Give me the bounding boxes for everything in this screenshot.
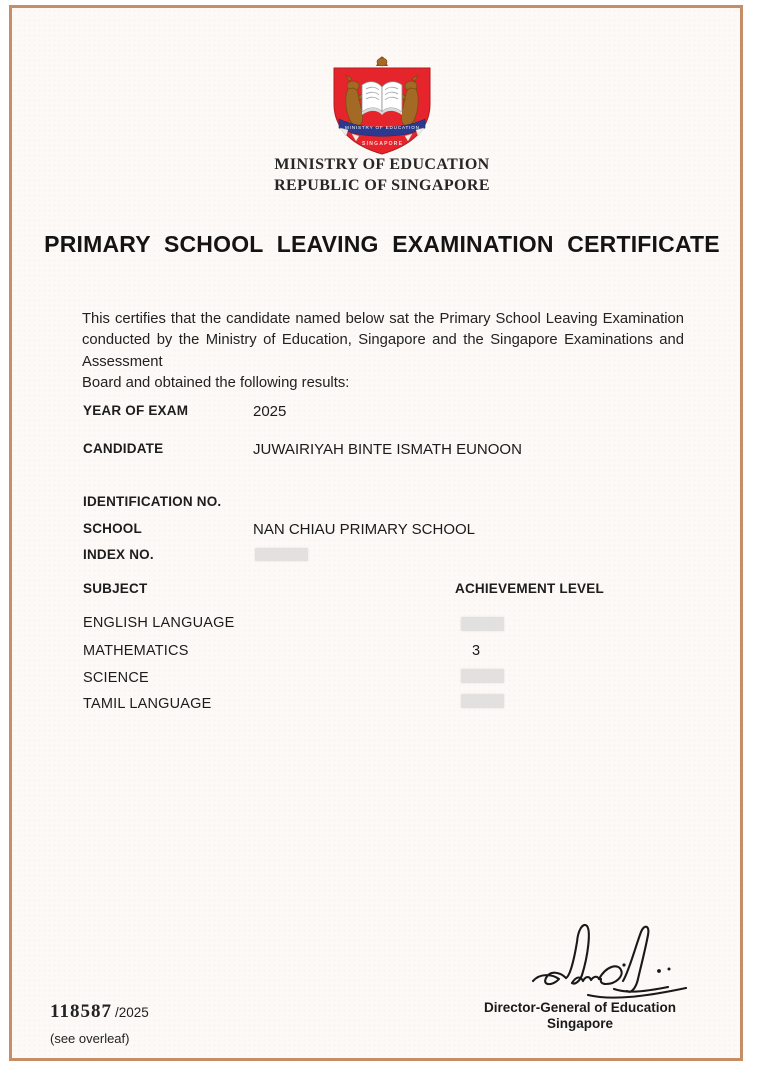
mathematics-achievement-level: 3 xyxy=(472,643,481,659)
subject-mathematics: MATHEMATICS xyxy=(83,643,189,659)
intro-line-1: This certifies that the candidate named below sat the Primary School Leaving Examination xyxy=(82,311,684,327)
intro-paragraph xyxy=(82,309,684,394)
ministry-of-education-crest xyxy=(326,56,438,156)
signatory-title xyxy=(468,1000,692,1032)
field-value-candidate: JUWAIRIYAH BINTE ISMATH EUNOON xyxy=(253,441,522,458)
field-value-year-of-exam: 2025 xyxy=(253,403,287,420)
field-label-school: SCHOOL xyxy=(83,521,142,536)
intro-line-3: Board and obtained the following results: xyxy=(82,374,350,391)
field-label-year-of-exam: YEAR OF EXAM xyxy=(83,403,189,418)
ministry-header xyxy=(0,154,764,196)
index-no-redaction xyxy=(255,548,308,561)
serial-number-block xyxy=(50,1001,149,1023)
signatory-line2: Singapore xyxy=(546,1016,613,1031)
subject-science: SCIENCE xyxy=(83,670,149,686)
field-label-index-no: INDEX NO. xyxy=(83,547,154,562)
achievement-level-column-header: ACHIEVEMENT LEVEL xyxy=(455,581,604,596)
director-general-signature xyxy=(528,918,693,1000)
overleaf-note: (see overleaf) xyxy=(50,1031,130,1046)
open-book xyxy=(362,82,402,115)
crest-ribbon-text: SINGAPORE xyxy=(362,141,402,147)
subject-english-language: ENGLISH LANGUAGE xyxy=(83,615,235,631)
english-level-redaction xyxy=(461,617,504,631)
serial-year: /2025 xyxy=(114,1005,149,1020)
certificate-title: PRIMARY SCHOOL LEAVING EXAMINATION CERTIFICATE xyxy=(44,231,720,257)
crest-banner-text: MINISTRY OF EDUCATION xyxy=(345,125,419,130)
ministry-line2: REPUBLIC OF SINGAPORE xyxy=(274,177,490,194)
subject-column-header: SUBJECT xyxy=(83,581,148,596)
field-value-school: NAN CHIAU PRIMARY SCHOOL xyxy=(253,521,475,538)
serial-number: 118587 xyxy=(50,1001,112,1022)
crest-icon xyxy=(326,56,438,156)
subject-tamil-language: TAMIL LANGUAGE xyxy=(83,696,212,712)
field-label-identification-no: IDENTIFICATION NO. xyxy=(83,494,222,509)
field-label-candidate: CANDIDATE xyxy=(83,441,164,456)
intro-line-2: conducted by the Ministry of Education, Singapore and the Singapore Examinations and Assessment xyxy=(82,332,684,370)
signatory-line1: Director-General of Education xyxy=(483,1000,677,1015)
tamil-level-redaction xyxy=(461,694,504,708)
signature-icon xyxy=(528,918,693,1000)
science-level-redaction xyxy=(461,669,504,683)
ministry-line1: MINISTRY OF EDUCATION xyxy=(274,156,490,173)
